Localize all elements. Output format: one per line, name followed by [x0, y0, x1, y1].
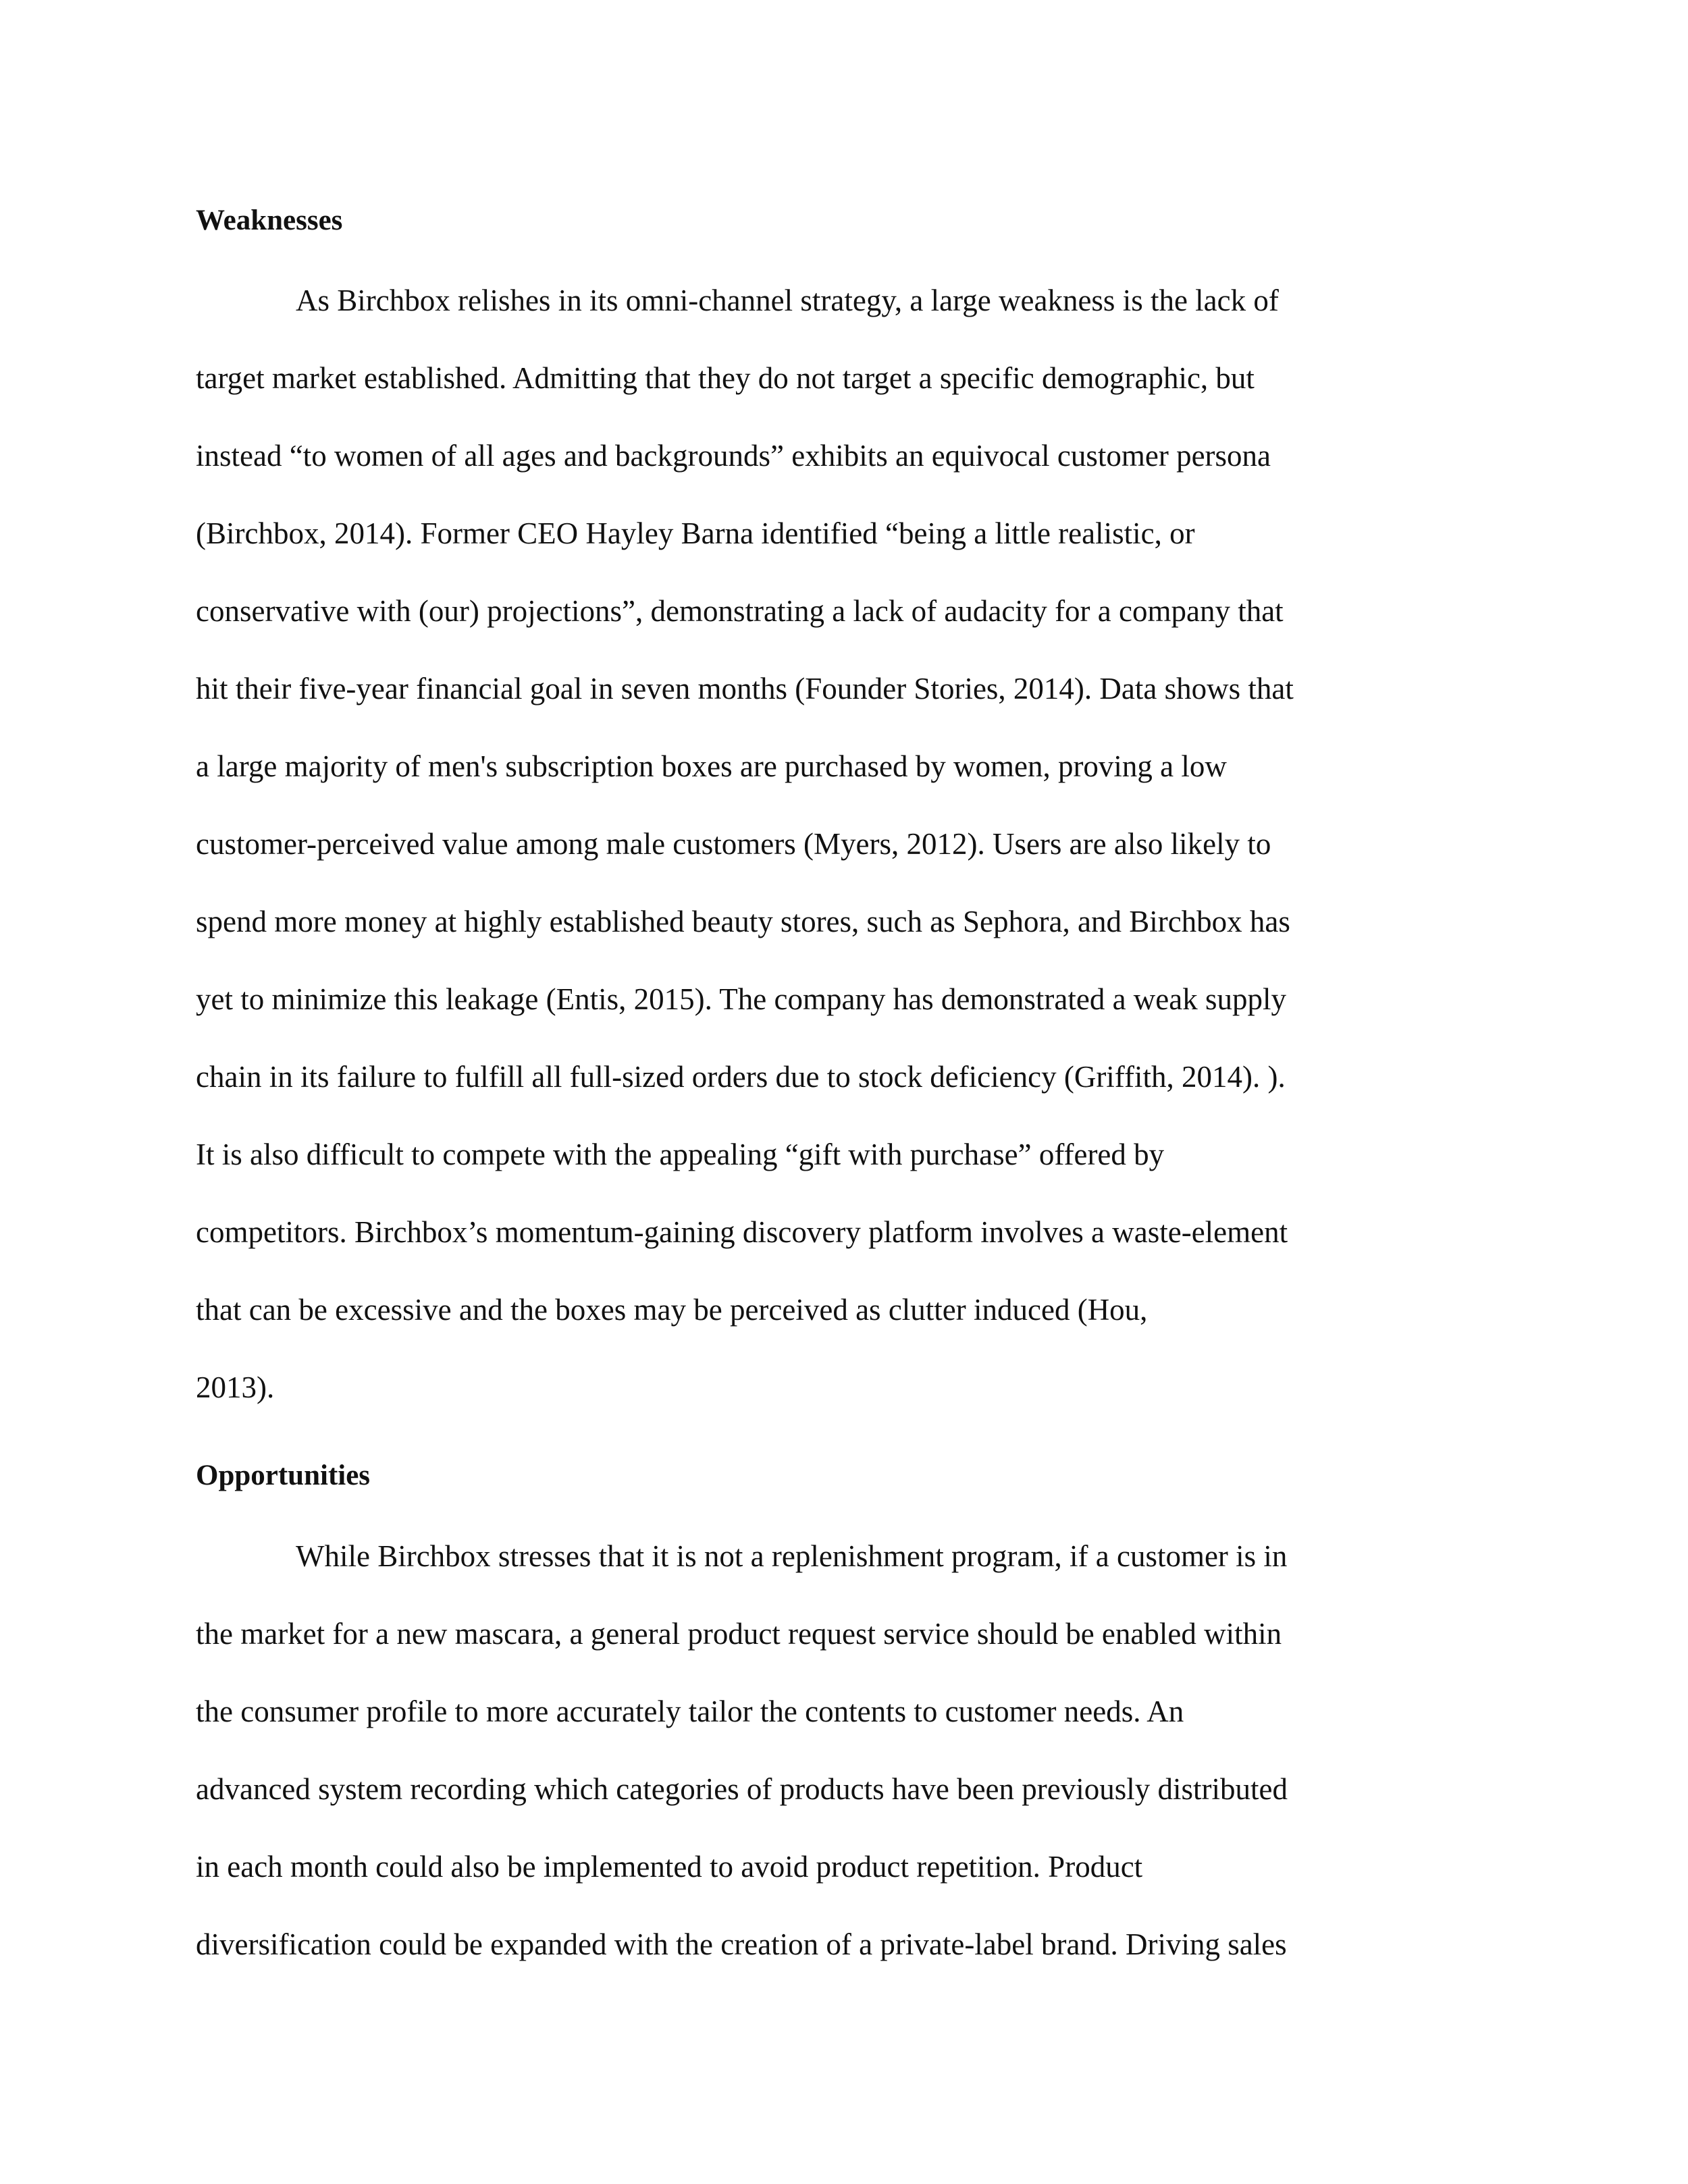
weaknesses-line-8: customer-perceived value among male customers (Myers, 2012). Users are also likely to	[196, 827, 1271, 861]
weaknesses-line-14: that can be excessive and the boxes may be perceived as clutter induced (Hou,	[196, 1293, 1148, 1327]
weaknesses-line-7: a large majority of men's subscription boxes are purchased by women, proving a low	[196, 749, 1227, 783]
weaknesses-line-4: (Birchbox, 2014). Former CEO Hayley Barna identified “being a little realistic, or	[196, 516, 1195, 550]
opportunities-heading: Opportunities	[196, 1460, 371, 1491]
weaknesses-line-9: spend more money at highly established beauty stores, such as Sephora, and Birchbox has	[196, 905, 1290, 938]
opportunities-line-3: the consumer profile to more accurately tailor the contents to customer needs. An	[196, 1695, 1184, 1728]
opportunities-line-4: advanced system recording which categories of products have been previously distributed	[196, 1772, 1288, 1806]
weaknesses-line-10: yet to minimize this leakage (Entis, 2015). The company has demonstrated a weak supply	[196, 982, 1287, 1016]
weaknesses-line-6: hit their five-year financial goal in seven months (Founder Stories, 2014). Data shows that	[196, 672, 1294, 705]
weaknesses-line-2: target market established. Admitting that they do not target a specific demographic, but	[196, 361, 1255, 395]
weaknesses-heading: Weaknesses	[196, 205, 343, 236]
weaknesses-line-12: It is also difficult to compete with the appealing “gift with purchase” offered by	[196, 1138, 1165, 1171]
weaknesses-line-15: 2013).	[196, 1370, 275, 1404]
weaknesses-line-13: competitors. Birchbox’s momentum-gaining discovery platform involves a waste-element	[196, 1215, 1288, 1249]
weaknesses-line-1: As Birchbox relishes in its omni-channel strategy, a large weakness is the lack of	[296, 284, 1279, 317]
opportunities-line-5: in each month could also be implemented to avoid product repetition. Product	[196, 1850, 1143, 1884]
opportunities-line-6: diversification could be expanded with the creation of a private-label brand. Driving sales	[196, 1927, 1287, 1961]
weaknesses-line-11: chain in its failure to fulfill all full-sized orders due to stock deficiency (Griffith, 2014). ).	[196, 1060, 1286, 1094]
opportunities-line-2: the market for a new mascara, a general product request service should be enabled within	[196, 1617, 1282, 1651]
weaknesses-line-3: instead “to women of all ages and backgrounds” exhibits an equivocal customer persona	[196, 439, 1271, 473]
weaknesses-line-5: conservative with (our) projections”, demonstrating a lack of audacity for a company that	[196, 594, 1284, 628]
opportunities-line-1: While Birchbox stresses that it is not a replenishment program, if a customer is in	[296, 1539, 1288, 1573]
